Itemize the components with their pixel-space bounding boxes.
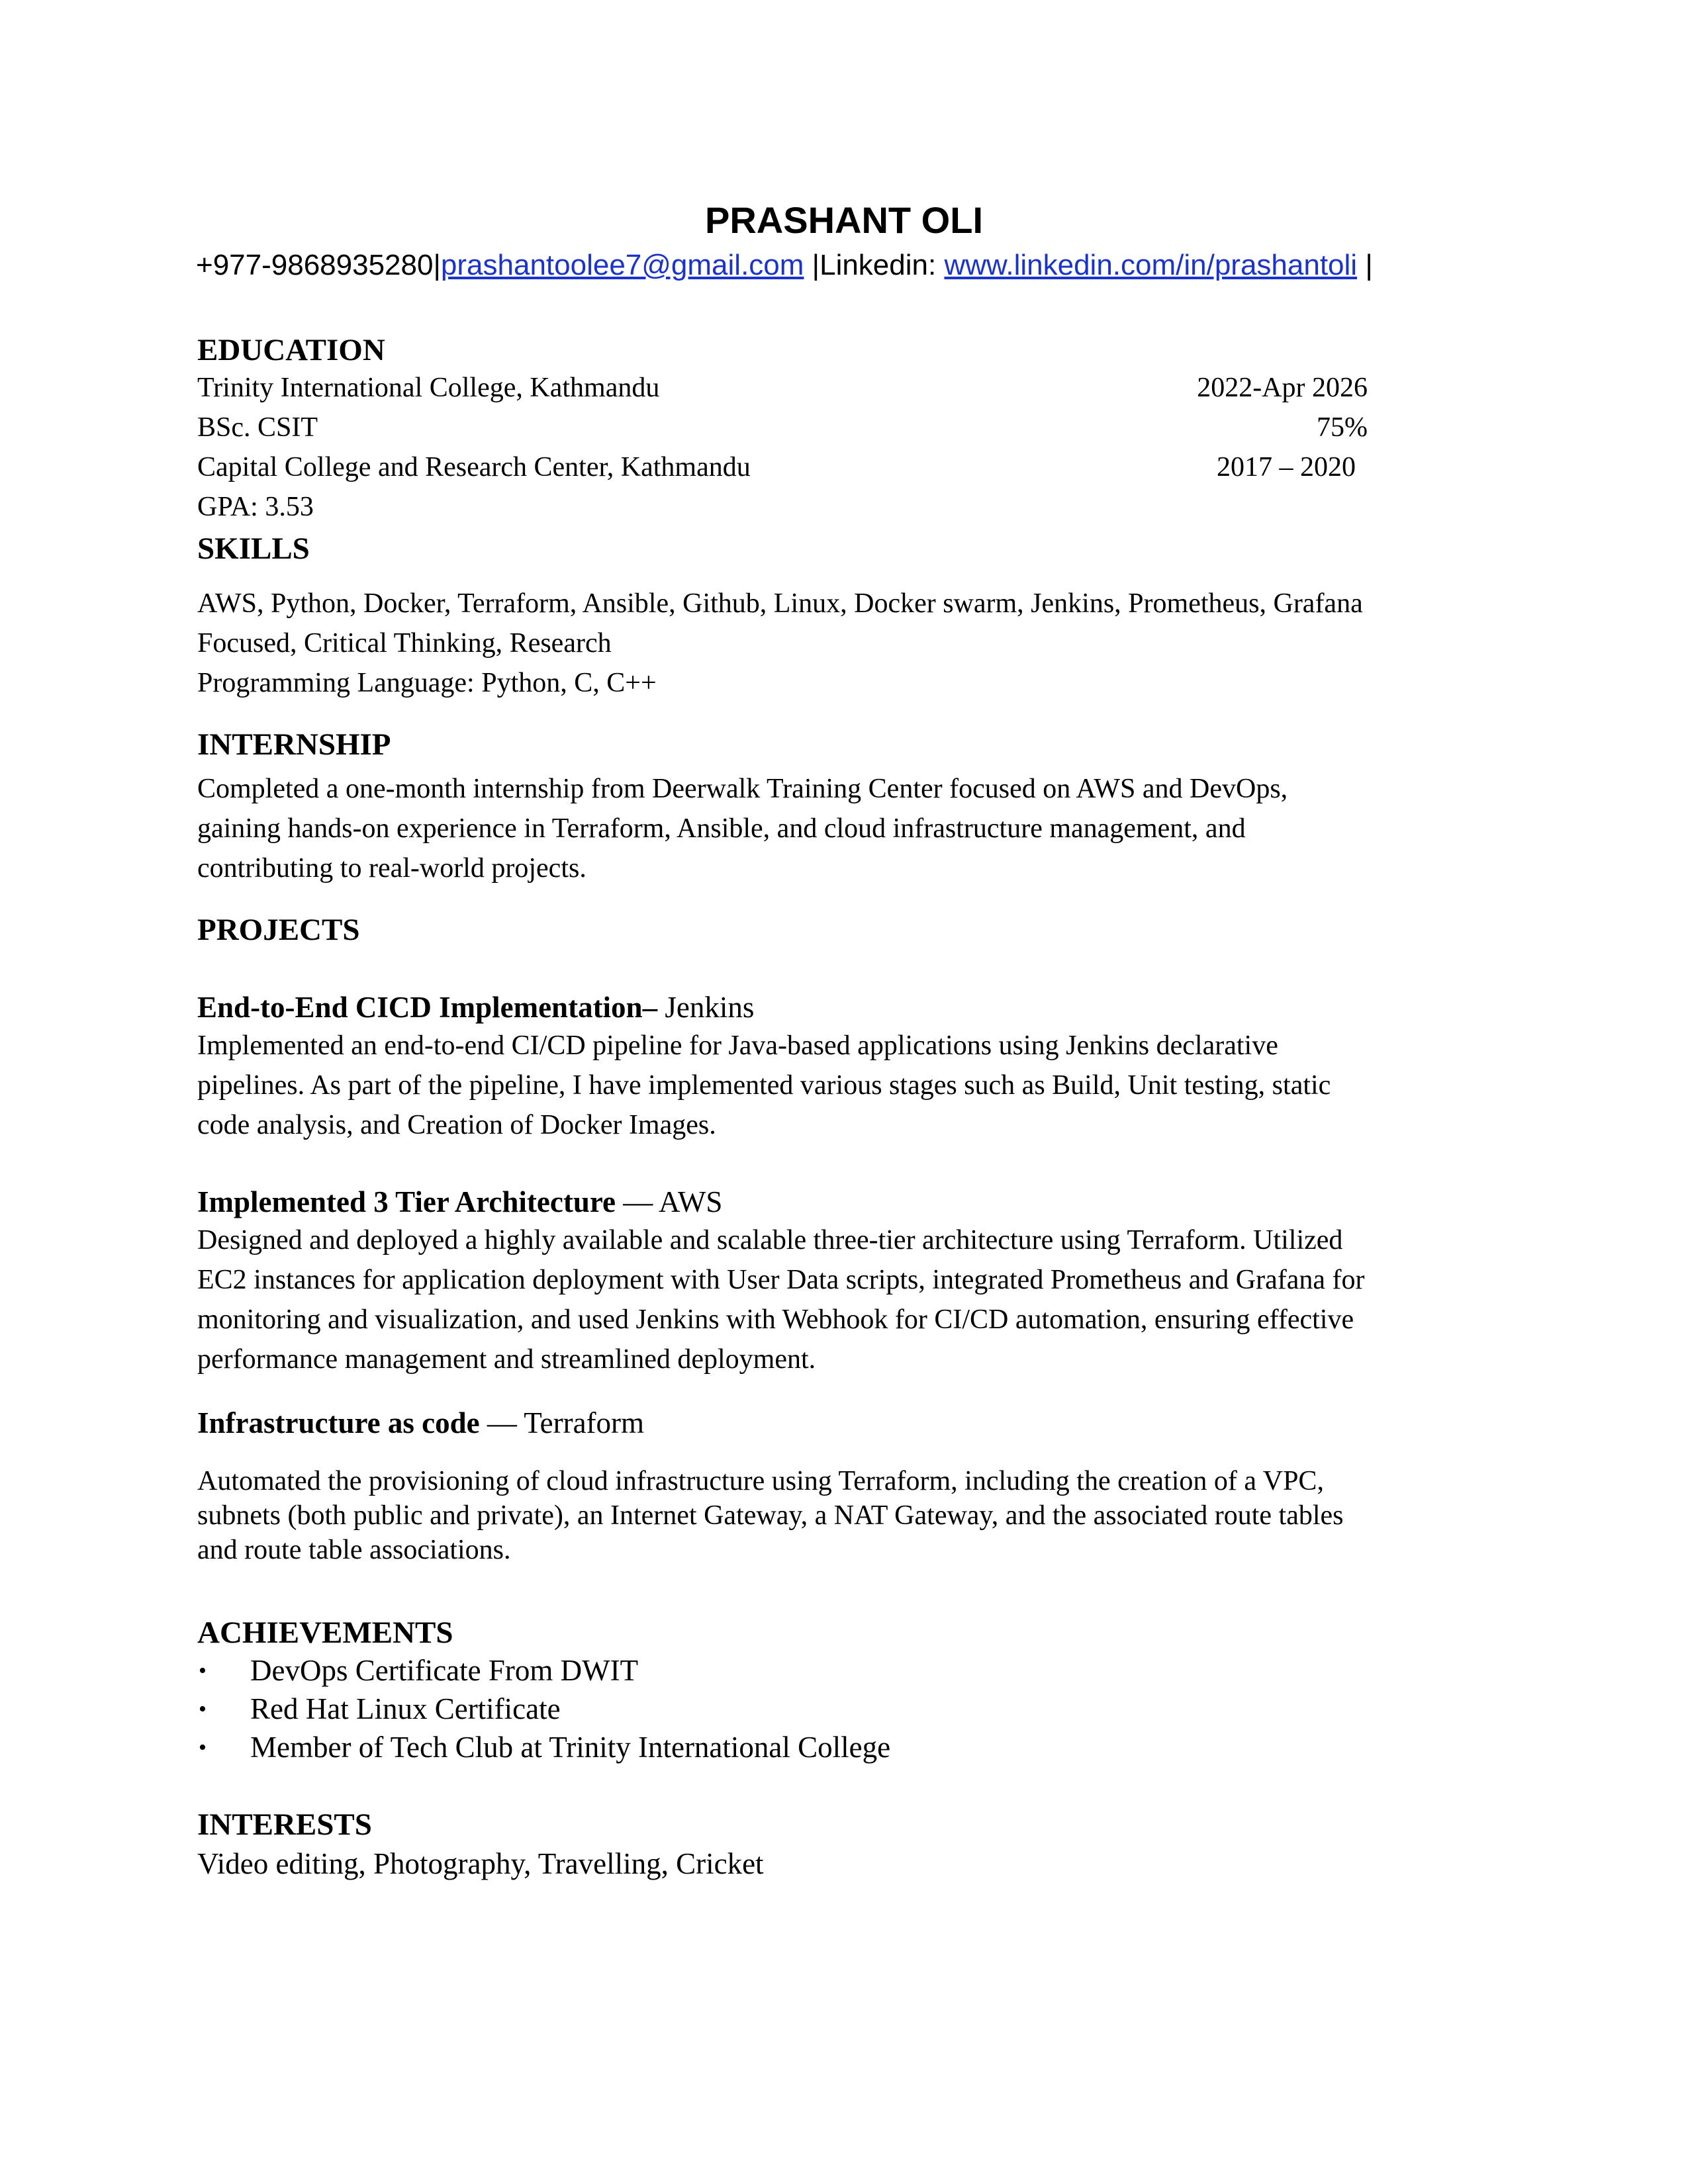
skills-line: AWS, Python, Docker, Terraform, Ansible, Github, Linux, Docker swarm, Jenkins, Prometheus, Grafana xyxy=(197,588,1363,619)
linkedin-link[interactable]: www.linkedin.com/in/prashantoli xyxy=(944,249,1358,281)
bullet-icon: • xyxy=(199,1696,207,1721)
internship-line: Completed a one-month internship from Deerwalk Training Center focused on AWS and DevOps, xyxy=(197,774,1288,804)
achievement-text: Red Hat Linux Certificate xyxy=(250,1692,561,1725)
achievement-item xyxy=(199,1653,638,1688)
project-dash: — xyxy=(616,1185,659,1218)
project-tool: AWS xyxy=(659,1185,723,1218)
project-dash: – xyxy=(642,991,665,1024)
project-line: code analysis, and Creation of Docker Images. xyxy=(197,1110,716,1140)
project-name: End-to-End CICD Implementation xyxy=(197,991,643,1024)
internship-line: contributing to real-world projects. xyxy=(197,853,586,884)
education-degree-score: 75% xyxy=(1317,412,1368,443)
project-name: Infrastructure as code xyxy=(197,1406,480,1439)
interests-text: Video editing, Photography, Travelling, Cricket xyxy=(197,1847,764,1880)
education-degree: BSc. CSIT xyxy=(197,412,318,443)
education-college: Trinity International College, Kathmandu xyxy=(197,373,660,403)
internship-line: gaining hands-on experience in Terraform, Ansible, and cloud infrastructure management, and xyxy=(197,813,1246,844)
achievements-heading: ACHIEVEMENTS xyxy=(197,1615,453,1650)
project-line: Implemented an end-to-end CI/CD pipeline for Java-based applications using Jenkins declarative xyxy=(197,1030,1278,1061)
project-title xyxy=(197,1406,644,1440)
projects-heading: PROJECTS xyxy=(197,913,360,947)
achievement-item xyxy=(199,1692,561,1726)
separator: | xyxy=(1357,249,1373,281)
skills-line: Programming Language: Python, C, C++ xyxy=(197,668,657,698)
bullet-icon: • xyxy=(199,1658,207,1683)
project-title xyxy=(197,1185,722,1219)
project-dash: — xyxy=(479,1406,524,1439)
contact-line xyxy=(196,249,1373,282)
project-line: Designed and deployed a highly available and scalable three-tier architecture using Terraform. Utilized xyxy=(197,1225,1343,1255)
education-gpa: GPA: 3.53 xyxy=(197,492,314,522)
project-line: pipelines. As part of the pipeline, I have implemented various stages such as Build, Unit testing, static xyxy=(197,1070,1331,1101)
candidate-name: PRASHANT OLI xyxy=(705,199,983,241)
achievement-text: DevOps Certificate From DWIT xyxy=(250,1654,639,1687)
project-line: monitoring and visualization, and used Jenkins with Webhook for CI/CD automation, ensuring effective xyxy=(197,1304,1354,1335)
project-title xyxy=(197,990,754,1024)
project-line: EC2 instances for application deployment with User Data scripts, integrated Prometheus and Grafana for xyxy=(197,1265,1365,1295)
education-school-dates: 2017 – 2020 xyxy=(1217,452,1356,482)
project-tool: Terraform xyxy=(524,1406,645,1439)
project-name: Implemented 3 Tier Architecture xyxy=(197,1185,616,1218)
project-line: performance management and streamlined deployment. xyxy=(197,1344,816,1375)
project-tool: Jenkins xyxy=(665,991,755,1024)
email-link[interactable]: prashantoolee7@gmail.com xyxy=(440,249,804,281)
education-college-dates: 2022-Apr 2026 xyxy=(1197,373,1368,403)
skills-line: Focused, Critical Thinking, Research xyxy=(197,628,612,659)
interests-heading: INTERESTS xyxy=(197,1807,372,1842)
separator: | xyxy=(433,249,441,281)
project-line: and route table associations. xyxy=(197,1535,511,1565)
skills-heading: SKILLS xyxy=(197,531,310,566)
achievement-text: Member of Tech Club at Trinity International College xyxy=(250,1731,891,1764)
project-line: Automated the provisioning of cloud infrastructure using Terraform, including the creation of a VPC, xyxy=(197,1466,1324,1496)
education-heading: EDUCATION xyxy=(197,333,385,367)
linkedin-label: |Linkedin: xyxy=(804,249,945,281)
project-line: subnets (both public and private), an Internet Gateway, a NAT Gateway, and the associated route tables xyxy=(197,1500,1344,1531)
internship-heading: INTERNSHIP xyxy=(197,727,391,762)
achievement-item xyxy=(199,1730,890,1764)
bullet-icon: • xyxy=(199,1735,207,1760)
phone-number: +977-9868935280 xyxy=(196,249,434,281)
education-school: Capital College and Research Center, Kathmandu xyxy=(197,452,751,482)
